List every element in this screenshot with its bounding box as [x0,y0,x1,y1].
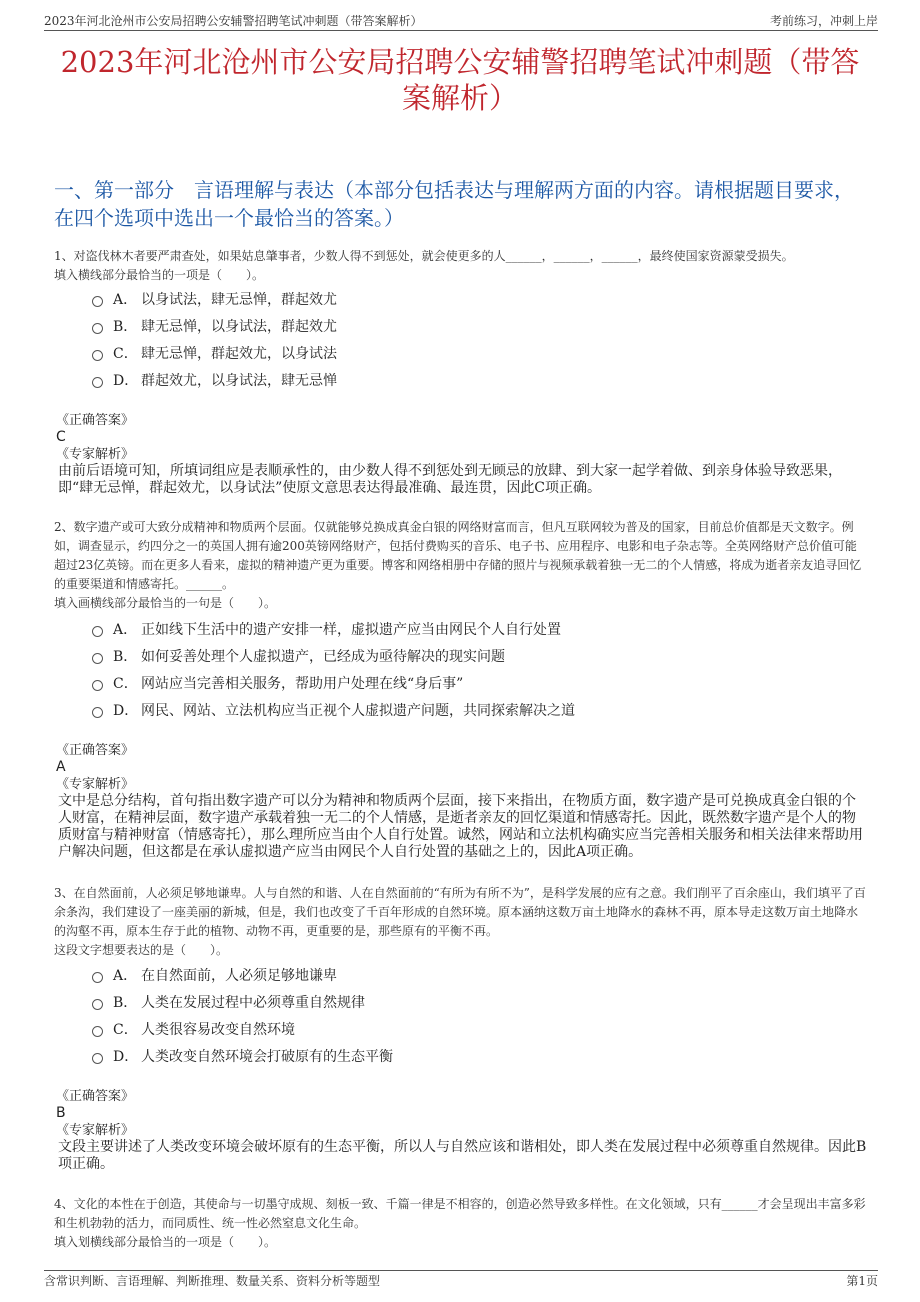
section-heading: 一、第一部分 言语理解与表达（本部分包括表达与理解两方面的内容。请根据题目要求，在四个选项中选出一个最恰当的答案。） [54,178,854,230]
question-1-options [92,285,337,393]
question-2-options [92,615,575,723]
radio-icon[interactable] [92,1026,103,1037]
answer-label: 《正确答案》 [56,1089,135,1104]
option-label: A． [113,967,138,984]
question-3-stem [54,884,868,960]
option-text: 以身试法，肆无忌惮，群起效尤 [141,291,337,308]
option-text: 网民、网站、立法机构应当正视个人虚拟遗产问题，共同探索解决之道 [141,702,575,719]
radio-icon[interactable] [92,377,103,388]
radio-icon[interactable] [92,707,103,718]
option-b[interactable] [92,988,393,1015]
answer-letter: B [56,1105,66,1121]
question-stem: 3、在自然面前，人必须足够地谦卑。人与自然的和谐、人在自然面前的“有所为有所不为”，是科学发展的应有之意。我们削平了百余座山，我们填平了百余条沟，我们建设了一座美丽的新城，但是，我们也改变了千百年形成的自然环境。原本涵纳这数万亩土地降水的森林不再，原本导走这数万亩土地降水的沟壑不再，原本生存于此的植物、动物不再，更重要的是，那些原有的平衡不再。 [54,886,866,938]
option-label: B． [113,648,138,665]
radio-icon[interactable] [92,296,103,307]
option-label: A． [113,621,138,638]
option-text: 人类改变自然环境会打破原有的生态平衡 [141,1048,393,1065]
question-prompt: 填入画横线部分最恰当的一句是（ ）。 [54,596,277,610]
page-title: 2023年河北沧州市公安局招聘公安辅警招聘笔试冲刺题（带答案解析） [60,45,860,115]
answer-label: 《正确答案》 [56,743,135,758]
option-text: 群起效尤，以身试法，肆无忌惮 [141,372,337,389]
answer-letter: C [56,429,66,445]
option-b[interactable] [92,642,575,669]
option-a[interactable] [92,961,393,988]
radio-icon[interactable] [92,1053,103,1064]
radio-icon[interactable] [92,350,103,361]
option-label: D． [113,702,139,719]
option-b[interactable] [92,312,337,339]
question-stem: 2、数字遗产或可大致分成精神和物质两个层面。仅就能够兑换成真金白银的网络财富而言，但凡互联网较为普及的国家，目前总价值都是天文数字。例如，调查显示，约四分之一的英国人拥有逾200英镑网络财产，包括付费购买的音乐、电子书、应用程序、电影和电子杂志等。全英网络财产总价值可能超过23亿英镑。而在更多人看来，虚拟的精神遗产更为重要。博客和网络相册中存储的照片与视频承载着独一无二的个人情感，将成为逝者亲友追寻回忆的重要渠道和情感寄托。______。 [54,520,862,591]
answer-label: 《正确答案》 [56,413,135,428]
question-1-stem [54,247,868,285]
question-2-answer [56,742,868,861]
option-label: B． [113,318,138,335]
option-label: A． [113,291,138,308]
question-1-answer [56,412,868,497]
explanation-text: 文中是总分结构，首句指出数字遗产可以分为精神和物质两个层面，接下来指出，在物质方面，数字遗产是可兑换成真金白银的个人财富，在精神层面，数字遗产承载着独一无二的个人情感，是逝者亲友的回忆渠道和情感寄托。因此，既然数字遗产是个人的物质财富与精神财富（情感寄托），那么理所应当由个人自行处置。诚然，网站和立法机构确实应当完善相关服务和相关法律来帮助用户解决问题，但这都是在承认虚拟遗产应当由网民个人自行处置的基础之上的，因此A项正确。 [58,793,863,860]
radio-icon[interactable] [92,626,103,637]
option-label: B． [113,994,138,1011]
footer-left: 含常识判断、言语理解、判断推理、数量关系、资料分析等题型 [44,1274,381,1288]
option-d[interactable] [92,1042,393,1069]
page-number: 第1页 [846,1274,878,1288]
question-prompt: 这段文字想要表达的是（ ）。 [54,943,229,957]
question-prompt: 填入划横线部分最恰当的一项是（ ）。 [54,1235,277,1249]
header-right: 考前练习，冲刺上岸 [769,14,878,28]
radio-icon[interactable] [92,653,103,664]
explanation-label: 《专家解析》 [56,1123,135,1138]
explanation-label: 《专家解析》 [56,447,135,462]
question-stem: 4、文化的本性在于创造，其使命与一切墨守成规、刻板一致、千篇一律是不相容的，创造必然导致多样性。在文化领域，只有______才会呈现出丰富多彩和生机勃勃的活力，而同质性、统一性必然窒息文化生命。 [54,1197,866,1230]
header-left: 2023年河北沧州市公安局招聘公安辅警招聘笔试冲刺题（带答案解析） [44,14,423,28]
option-text: 人类很容易改变自然环境 [141,1021,295,1038]
option-text: 人类在发展过程中必须尊重自然规律 [141,994,365,1011]
radio-icon[interactable] [92,972,103,983]
question-stem: 1、对盗伐林木者要严肃查处，如果姑息肇事者，少数人得不到惩处，就会使更多的人______，______，______，最终使国家资源蒙受损失。 [54,249,794,263]
option-label: C． [113,675,138,692]
option-label: D． [113,372,139,389]
option-text: 肆无忌惮，以身试法，群起效尤 [141,318,337,335]
explanation-text: 文段主要讲述了人类改变环境会破坏原有的生态平衡，所以人与自然应该和谐相处，即人类在发展过程中必须尊重自然规律。因此B项正确。 [58,1139,867,1172]
option-d[interactable] [92,696,575,723]
radio-icon[interactable] [92,323,103,334]
answer-letter: A [56,759,66,775]
page-header [44,10,878,30]
option-c[interactable] [92,669,575,696]
explanation-label: 《专家解析》 [56,777,135,792]
option-text: 在自然面前，人必须足够地谦卑 [141,967,337,984]
explanation-text: 由前后语境可知，所填词组应是表顺承性的，由少数人得不到惩处到无顾忌的放肆、到大家一起学着做、到亲身体验导致恶果，即“肆无忌惮，群起效尤，以身试法”使原文意思表达得最准确、最连贯，因此C项正确。 [58,463,842,496]
option-a[interactable] [92,285,337,312]
radio-icon[interactable] [92,999,103,1010]
option-label: C． [113,1021,138,1038]
option-text: 如何妥善处理个人虚拟遗产，已经成为亟待解决的现实问题 [141,648,505,665]
footer-divider [44,1270,878,1271]
option-label: C． [113,345,138,362]
option-text: 正如线下生活中的遗产安排一样，虚拟遗产应当由网民个人自行处置 [141,621,561,638]
question-3-answer [56,1088,868,1173]
option-label: D． [113,1048,139,1065]
question-prompt: 填入横线部分最恰当的一项是（ ）。 [54,268,265,282]
option-c[interactable] [92,1015,393,1042]
option-text: 网站应当完善相关服务，帮助用户处理在线“身后事” [141,675,464,692]
question-2-stem [54,518,868,613]
option-a[interactable] [92,615,575,642]
option-d[interactable] [92,366,337,393]
option-c[interactable] [92,339,337,366]
question-3-options [92,961,393,1069]
option-text: 肆无忌惮，群起效尤，以身试法 [141,345,337,362]
question-4-stem [54,1195,868,1252]
header-divider [44,30,878,31]
radio-icon[interactable] [92,680,103,691]
